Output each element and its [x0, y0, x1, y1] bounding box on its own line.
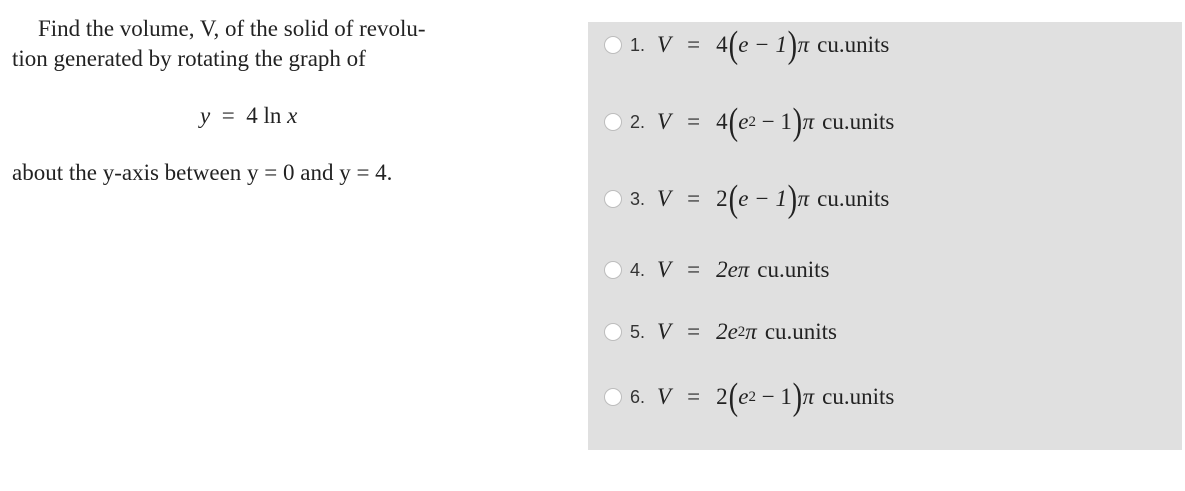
answer-option-6[interactable] — [604, 374, 894, 420]
answer-options-panel — [588, 22, 1182, 450]
answer-option-4[interactable] — [604, 247, 830, 293]
option-formula: V = 2eπ cu.units — [657, 257, 830, 282]
radio-button[interactable] — [604, 323, 622, 341]
option-formula: V = 4 ( e 2 − 1 ) π cu.units — [657, 101, 895, 143]
radio-button[interactable] — [604, 261, 622, 279]
answer-option-5[interactable] — [604, 309, 837, 355]
option-number: 5. — [630, 321, 646, 342]
question-line-1: Find the volume, V, of the solid of revolu- — [38, 16, 426, 41]
option-number: 3. — [630, 188, 646, 209]
radio-button[interactable] — [604, 113, 622, 131]
question-line-3: about the y-axis between y = 0 and y = 4. — [12, 160, 393, 185]
option-number: 6. — [630, 386, 646, 407]
answer-option-3[interactable] — [604, 176, 889, 222]
option-number: 4. — [630, 259, 646, 280]
option-formula: V = 4 ( e − 1 ) π cu.units — [657, 24, 890, 66]
option-formula: V = 2e 2 π cu.units — [657, 319, 838, 344]
answer-option-1[interactable] — [604, 22, 889, 68]
radio-button[interactable] — [604, 36, 622, 54]
option-formula: V = 2 ( e − 1 ) π cu.units — [657, 178, 890, 220]
question-equation: y = 4 ln x — [200, 103, 298, 128]
option-number: 2. — [630, 111, 646, 132]
option-number: 1. — [630, 34, 646, 55]
radio-button[interactable] — [604, 388, 622, 406]
answer-option-2[interactable] — [604, 99, 894, 145]
question-line-2: tion generated by rotating the graph of — [12, 46, 366, 71]
question-text — [12, 14, 572, 188]
option-formula: V = 2 ( e 2 − 1 ) π cu.units — [657, 376, 895, 418]
radio-button[interactable] — [604, 190, 622, 208]
